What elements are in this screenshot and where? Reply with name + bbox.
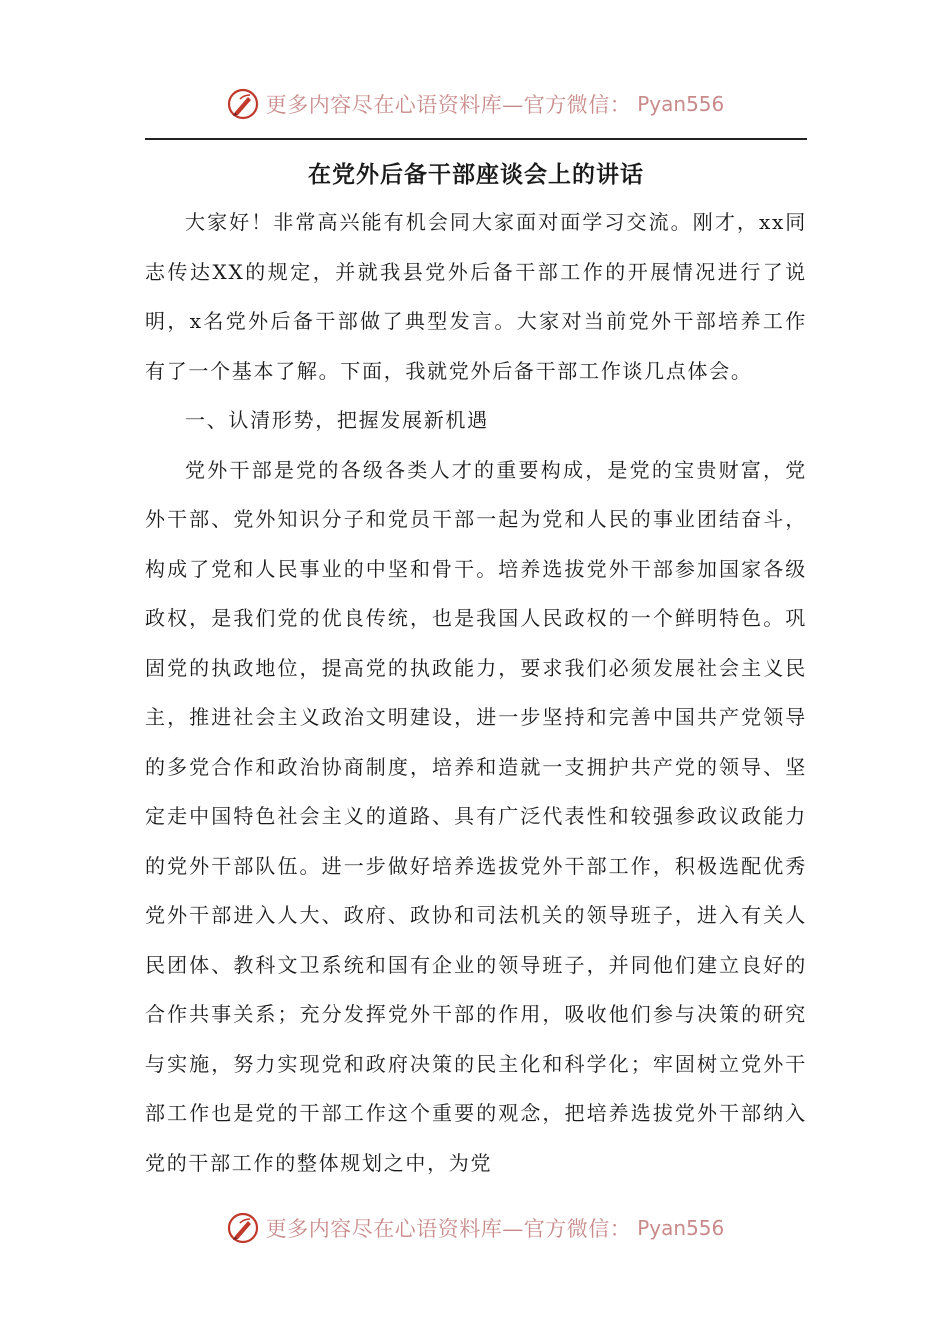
- paragraph-section-1: 党外干部是党的各级各类人才的重要构成，是党的宝贵财富，党外干部、党外知识分子和党员干部一起为党和人民的事业团结奋斗，构成了党和人民事业的中坚和骨干。培养选拔党外干部参加国家各级政权，是我们党的优良传统，也是我国人民政权的一个鲜明特色。巩固党的执政地位，提高党的执政能力，要求我们必须发展社会主义民主，推进社会主义政治文明建设，进一步坚持和完善中国共产党领导 的多党合作和政治协商制度，培养和造就一支拥护共产党的领导、坚定走中国特色社会主义的道路、具有广泛代表性和较强参政议政能力的党外干部队伍。进一步做好培养选拔党外干部工作，积极选配优秀党外干部进入人大、政府、政协和司法机关的领导班子，进入有关人民团体、教科文卫系统和国有企业的领导班子，并同他们建立良好的合作共事关系；充分发挥党外干部的作用，吸收他们参与决策的研究与实施，努力实现党和政府决策的民主化和科学化；牢固树立党外干部工作也是党的干部工作这个重要的观念，把培养选拔党外干部纳入党的干部工作的整体规划之中，为党: [145, 457, 807, 1175]
- pen-logo-icon: [226, 87, 260, 121]
- watermark-text: 更多内容尽在心语资料库—官方微信：: [265, 93, 632, 117]
- section-heading-1: 一、认清形势，把握发展新机遇: [185, 408, 489, 432]
- watermark-text: 更多内容尽在心语资料库—官方微信：: [265, 1217, 632, 1241]
- watermark-wechat-id: Pyan556: [637, 1216, 725, 1240]
- header-watermark: [0, 84, 950, 124]
- watermark-wechat-id: Pyan556: [637, 92, 725, 116]
- pen-logo-icon: [226, 1211, 260, 1245]
- document-title: 在党外后备干部座谈会上的讲话: [308, 162, 644, 188]
- header-divider: [145, 138, 807, 140]
- footer-watermark: [0, 1208, 950, 1248]
- document-body: [145, 198, 807, 1188]
- paragraph-greeting: 大家好！非常高兴能有机会同大家面对面学习交流。刚才，xx同志传达XX的规定，并就我县党外后备干部工作的开展情况进行了说明，x名党外后备干部做了典型发言。大家对当前党外干部培养工作有了一个基本了解。下面，我就党外后备干部工作谈几点体会。: [145, 210, 807, 383]
